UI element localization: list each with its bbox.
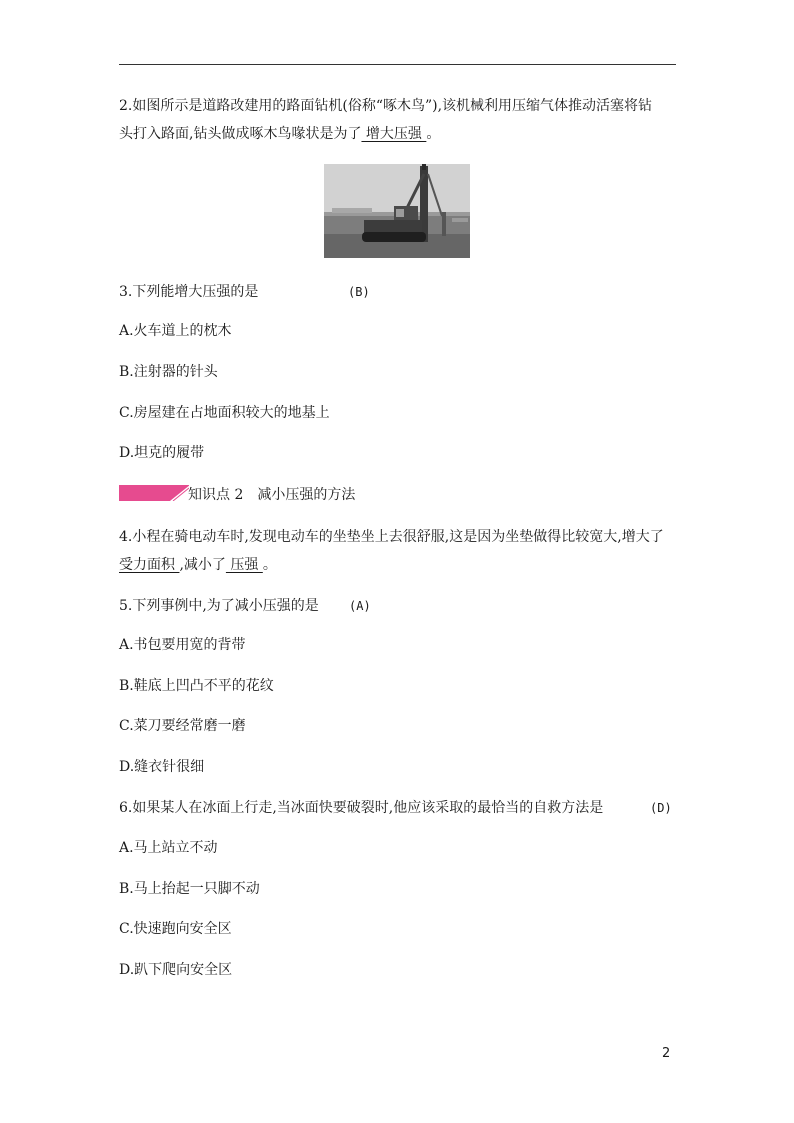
q2-line1: 2.如图所示是道路改建用的路面钻机(俗称“啄木鸟”),该机械利用压缩气体推动活塞将钻	[119, 98, 653, 114]
q4-line2	[119, 555, 277, 575]
q6-option-a: A.马上站立不动	[119, 840, 218, 856]
page-number: 2	[662, 1046, 671, 1061]
q6-option-b: B.马上抬起一只脚不动	[119, 881, 260, 897]
q3-answer: (B)	[348, 285, 370, 299]
q5-answer: (A)	[349, 599, 371, 613]
q6-answer: (D)	[650, 801, 672, 815]
q5-option-b: B.鞋底上凹凸不平的花纹	[119, 678, 274, 694]
q2-period: 。	[426, 126, 441, 142]
road-drilling-machine-photo	[324, 164, 470, 258]
section-badge-icon	[119, 485, 189, 501]
header-rule	[119, 64, 676, 65]
q6-option-c: C.快速跑向安全区	[119, 921, 232, 937]
q4-line2-text: ,减小了	[179, 557, 226, 573]
q3-option-d: D.坦克的履带	[119, 445, 205, 461]
drill-rig-illustration	[324, 164, 470, 258]
q3-option-c: C.房屋建在占地面积较大的地基上	[119, 405, 330, 421]
q6-option-d: D.趴下爬向安全区	[119, 962, 233, 978]
q5-option-d: D.缝衣针很细	[119, 759, 205, 775]
q4-answer-blank-2: 压强	[225, 557, 263, 573]
q5-stem: 5.下列事例中,为了减小压强的是	[119, 598, 319, 614]
q2-line2-text: 头打入路面,钻头做成啄木鸟喙状是为了	[119, 126, 362, 142]
q6-stem: 6.如果某人在冰面上行走,当冰面快要破裂时,他应该采取的最恰当的自救方法是	[119, 800, 604, 816]
q4-period: 。	[262, 557, 277, 573]
section-title: 知识点 2 减小压强的方法	[188, 487, 356, 503]
q2-line2	[119, 124, 440, 144]
q5-option-a: A.书包要用宽的背带	[119, 637, 246, 653]
q4-answer-blank-1: 受力面积	[119, 557, 180, 573]
q3-option-b: B.注射器的针头	[119, 364, 218, 380]
q3-stem-text: 3.下列能增大压强的是	[119, 284, 259, 300]
q3-stem	[119, 282, 258, 302]
q3-option-a: A.火车道上的枕木	[119, 323, 232, 339]
q5-option-c: C.菜刀要经常磨一磨	[119, 718, 246, 734]
q4-line1: 4.小程在骑电动车时,发现电动车的坐垫坐上去很舒服,这是因为坐垫做得比较宽大,增大了	[119, 529, 664, 545]
q2-answer-blank: 增大压强	[361, 126, 427, 142]
